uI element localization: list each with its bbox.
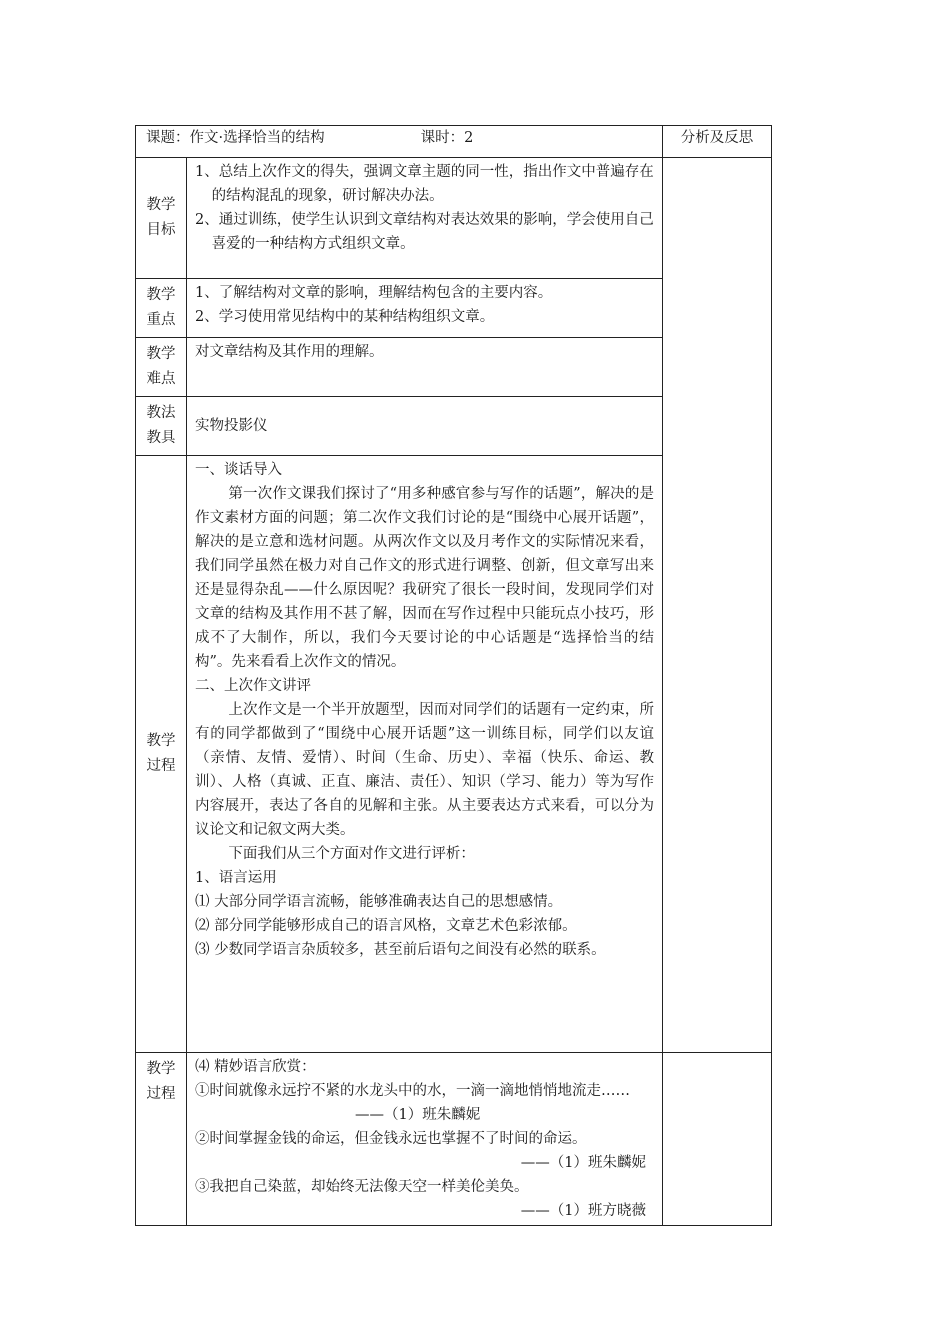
process2-label: 教学 过程 xyxy=(136,1053,187,1226)
sub1-title: 1、语言运用 xyxy=(195,870,277,886)
sub1-item: ⑶ 少数同学语言杂质较多，甚至前后语句之间没有必然的联系。 xyxy=(195,942,606,958)
objectives-row xyxy=(136,158,772,279)
quote-text: ②时间掌握金钱的命运，但金钱永远也掌握不了时间的命运。 xyxy=(195,1131,587,1147)
quote-signature: ——（1）班方晓薇 xyxy=(520,1203,646,1219)
process2-title: ⑷ 精妙语言欣赏： xyxy=(195,1059,316,1075)
quote-signature: ——（1）班朱麟妮 xyxy=(520,1155,646,1171)
analysis-column xyxy=(663,158,772,1053)
difficulties-content xyxy=(187,338,663,397)
topic-label: 课题：作文·选择恰当的结构 xyxy=(146,130,325,146)
lesson-plan-table xyxy=(135,125,772,1226)
quote-signature: ——（1）班朱麟妮 xyxy=(355,1107,481,1123)
key-point-item: 2、学习使用常见结构中的某种结构组织文章。 xyxy=(195,309,495,325)
methods-text: 实物投影仪 xyxy=(195,418,268,434)
objective-item: 1、总结上次作文的得失，强调文章主题的同一性，指出作文中普遍存在的结构混乱的现象，研讨解决办法。 xyxy=(195,164,654,204)
key-points-content xyxy=(187,279,663,338)
sub1-item: ⑵ 部分同学能够形成自己的语言风格，文章艺术色彩浓郁。 xyxy=(195,918,577,934)
objectives-content xyxy=(187,158,663,279)
difficulties-label: 教学 难点 xyxy=(136,338,187,397)
process2-content xyxy=(187,1053,663,1226)
topic-cell xyxy=(136,126,663,158)
sub1-item: ⑴ 大部分同学语言流畅，能够准确表达自己的思想感情。 xyxy=(195,894,563,910)
methods-content xyxy=(187,397,663,456)
quote-text: ①时间就像永远拧不紧的水龙头中的水，一滴一滴地悄悄地流走…… xyxy=(195,1083,630,1099)
hours-label: 课时：2 xyxy=(420,130,474,146)
difficulties-text: 对文章结构及其作用的理解。 xyxy=(195,344,384,360)
key-points-label: 教学 重点 xyxy=(136,279,187,338)
section1-title: 一、谈话导入 xyxy=(195,462,282,478)
quote-text: ③我把自己染蓝，却始终无法像天空一样美伦美奂。 xyxy=(195,1179,529,1195)
section2-intro: 下面我们从三个方面对作文进行评析： xyxy=(228,846,475,862)
key-point-item: 1、了解结构对文章的影响，理解结构包含的主要内容。 xyxy=(195,285,553,301)
section2-body: 上次作文是一个半开放题型，因而对同学们的话题有一定约束，所有的同学都做到了“围绕中心展开话题”这一训练目标，同学们以友谊（亲情、友情、爱情）、时间（生命、历史）、幸福（快乐、命运、教训）、人格（真诚、正直、廉洁、责任）、知识（学习、能力）等为写作内容展开，表达了各自的见解和主张。从主要表达方式来看，可以分为议论文和记叙文两大类。 xyxy=(195,702,654,838)
section1-body: 第一次作文课我们探讨了“用多种感官参与写作的话题”，解决的是作文素材方面的问题；第二次作文我们讨论的是“围绕中心展开话题”，解决的是立意和选材问题。从两次作文以及月考作文的实际情况来看，我们同学虽然在极力对自己作文的形式进行调整、创新，但文章写出来还是显得杂乱——什么原因呢？我研究了很长一段时间，发现同学们对文章的结构及其作用不甚了解，因而在写作过程中只能玩点小技巧，形成不了大制作，所以，我们今天要讨论的中心话题是“选择恰当的结构”。先来看看上次作文的情况。 xyxy=(195,486,654,670)
process2-row xyxy=(136,1053,772,1226)
objectives-label: 教学 目标 xyxy=(136,158,187,279)
process-label: 教学 过程 xyxy=(136,456,187,1053)
header-row xyxy=(136,126,772,158)
analysis-cell-2 xyxy=(663,1053,772,1226)
objective-item: 2、通过训练，使学生认识到文章结构对表达效果的影响，学会使用自己喜爱的一种结构方式组织文章。 xyxy=(195,212,654,252)
methods-label: 教法 教具 xyxy=(136,397,187,456)
section2-title: 二、上次作文讲评 xyxy=(195,678,311,694)
analysis-header: 分析及反思 xyxy=(663,126,772,158)
process-content xyxy=(187,456,663,1053)
